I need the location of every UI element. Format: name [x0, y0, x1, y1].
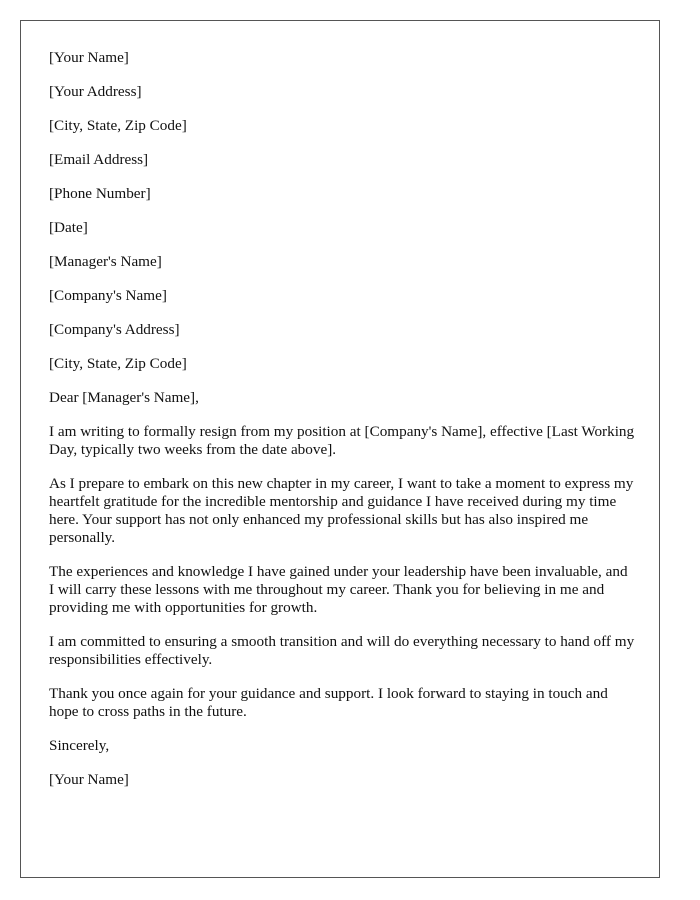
recipient-company-address: [Company's Address]	[49, 321, 180, 338]
salutation: Dear [Manager's Name],	[49, 389, 199, 406]
sender-city-state-zip: [City, State, Zip Code]	[49, 117, 187, 134]
signature: [Your Name]	[49, 771, 129, 788]
letter-page	[20, 20, 660, 878]
sender-name: [Your Name]	[49, 49, 129, 66]
recipient-manager-name: [Manager's Name]	[49, 253, 162, 270]
body-paragraph-4: I am committed to ensuring a smooth transition and will do everything necessary to hand off my responsibilities effectively.	[49, 633, 635, 668]
recipient-company-name: [Company's Name]	[49, 287, 167, 304]
sender-address: [Your Address]	[49, 83, 142, 100]
body-paragraph-5: Thank you once again for your guidance and support. I look forward to staying in touch and hope to cross paths in the future.	[49, 685, 608, 720]
sender-phone: [Phone Number]	[49, 185, 151, 202]
body-paragraph-3: The experiences and knowledge I have gained under your leadership have been invaluable, and I will carry these lessons with me throughout my career. Thank you for believing in me and providing me with opportunities for growth.	[49, 563, 628, 616]
body-paragraph-1: I am writing to formally resign from my position at [Company's Name], effective [Last Working Day, typically two weeks from the date above].	[49, 423, 635, 458]
letter-date: [Date]	[49, 219, 88, 236]
letter-content	[49, 49, 635, 805]
recipient-city-state-zip: [City, State, Zip Code]	[49, 355, 187, 372]
closing: Sincerely,	[49, 737, 110, 754]
body-paragraph-2: As I prepare to embark on this new chapter in my career, I want to take a moment to express my heartfelt gratitude for the incredible mentorship and guidance I have received during my time here. Your support has not only enhanced my professional skills but has also inspired me personally.	[49, 475, 634, 546]
sender-email: [Email Address]	[49, 151, 149, 168]
